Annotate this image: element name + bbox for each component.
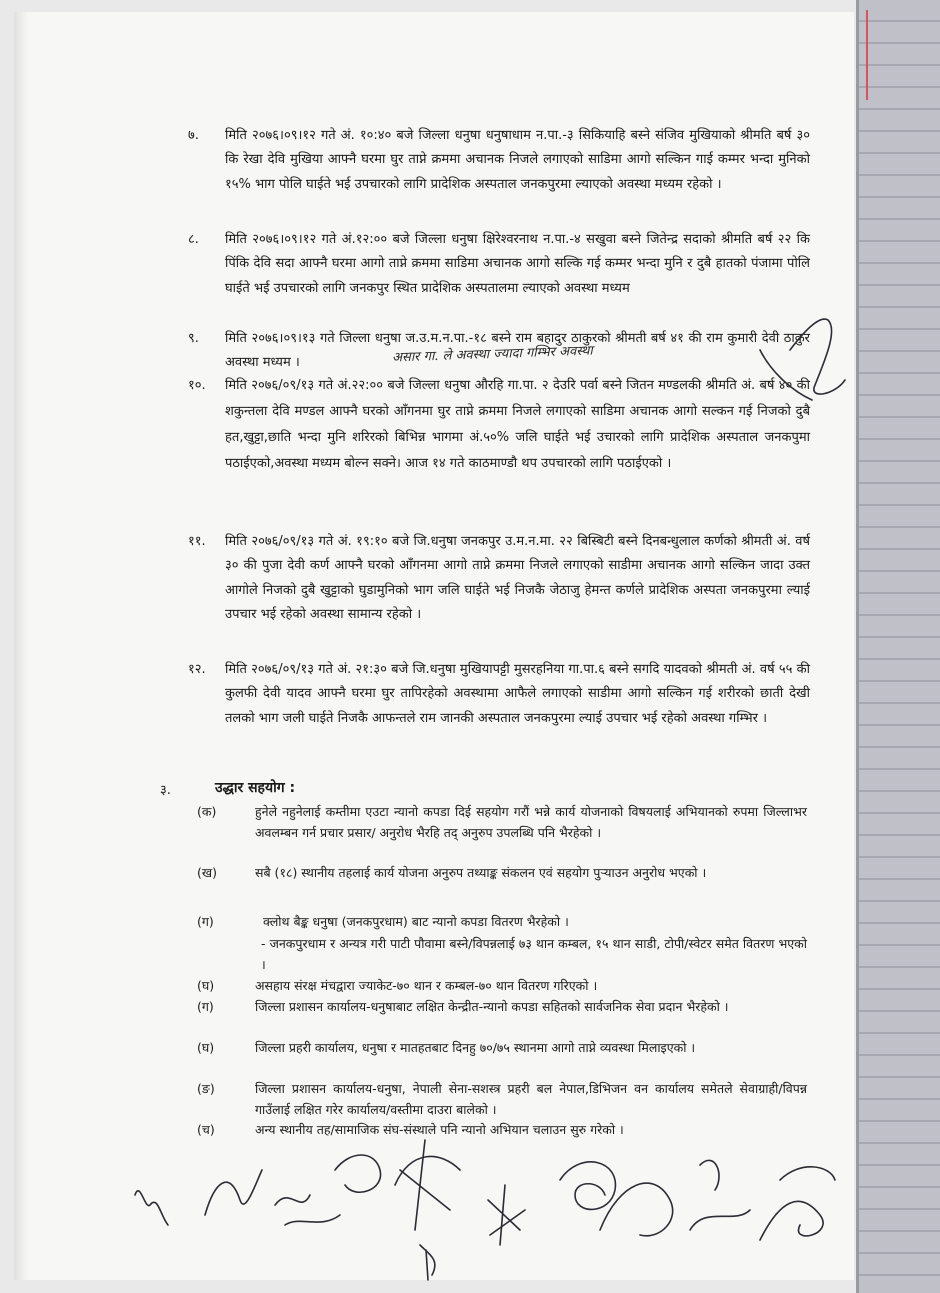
signature-stroke: [488, 1185, 525, 1245]
item-number: ९.: [188, 331, 199, 346]
relief-item-label: (घ): [197, 1040, 215, 1055]
relief-item-text: जिल्ला प्रहरी कार्यालय, धनुषा र मातहतबाट दिनहु ७०/७५ स्थानमा आगो ताप्ने व्यवस्था मिलाइएको ।: [255, 1040, 696, 1055]
item-text: मिति २०७६।०९।१२ गते अं.१२:०० बजे जिल्ला धनुषा क्षिरेश्वरनाथ न.पा.-४ सखुवा बस्ने जितेन्द्र सदाको श्रीमति बर्ष २२ कि पिंकि देवि सदा आफ्नै घरमा आगो ताप्ने क्रममा साडिमा अचानक आगो सल्कि गई कम्मर भन्दा मुनि र दुबै हातको पंजामा पोलि घाईते भई उपचारको लागि जनकपुर स्थित प्रादेशिक अस्पतालमा ल्याएको अवस्था मध्यम: [225, 232, 810, 296]
relief-item-label: (क): [197, 804, 217, 819]
item-text: मिति २०७६/०९/१३ गते अं. २१:३० बजे जि.धनुषा मुखियापट्टी मुसरहनिया गा.पा.६ बस्ने सगदि यादवको श्रीमती अं. वर्ष ५५ की कुलफी देवी यादव आफ्नै घरमा घुर तापिरहेको अवस्थामा आफैले लगाएको साडीमा आगो सल्किन गई शरीरको छाती देखी तलको भाग जली घाईते निजकै आफन्तले राम जानकी अस्पताल जनकपुरमा ल्याई उपचार भई रहेको अवस्था गम्भिर ।: [225, 662, 810, 726]
item-number: ११.: [188, 534, 206, 549]
handwritten-annotation: असार गा. ले अवस्था ज्यादा गम्भिर अवस्था: [391, 343, 594, 366]
item-text: मिति २०७६।०९।१२ गते अं. १०:४० बजे जिल्ला धनुषा धनुषाधाम न.पा.-३ सिकियाहि बस्ने संजिव मुखियाको श्रीमति बर्ष ३० कि रेखा देवि मुखिया आफ्नै घरमा घुर ताप्ने क्रममा अचानक निजले लगाएको साडिमा आगो सल्किन गाई कम्मर भन्दा मुनिको १५% भाग पोलि घाईते भई उपचारको लागि प्रादेशिक अस्पताल जनकपुरमा ल्याएको अवस्था मध्यम रहेको ।: [225, 128, 810, 192]
relief-item-label: (घ): [197, 978, 215, 993]
relief-item-label: (ङ): [197, 1081, 215, 1096]
section-number: ३.: [160, 783, 171, 798]
item-number: १०.: [188, 378, 206, 393]
signature-stroke: [790, 319, 845, 394]
signature-stroke: [690, 1160, 750, 1230]
relief-item-text: - जनकपुरधाम र अन्यत्र गरी पाटी पौवामा बस्ने/विपन्नलाई ७३ थान कम्बल, १५ थान साडी, टोपी/स्वेटर समेत वितरण भएको ।: [261, 936, 807, 972]
signature-stroke: [420, 1245, 435, 1280]
signature-stroke: [780, 1167, 835, 1180]
relief-item-label: (ग): [197, 914, 214, 929]
relief-item-text: क्लोथ बैङ्क धनुषा (जनकपुरधाम) बाट न्यानो कपडा वितरण भैरहेको ।: [263, 914, 569, 929]
signature-stroke: [335, 1155, 381, 1192]
relief-item-text: सबै (१८) स्थानीय तहलाई कार्य योजना अनुरुप तथ्याङ्क संकलन एवं सहयोग पुऱ्याउन अनुरोध भएको ।: [255, 865, 707, 880]
item-text: मिति २०७६/०९/१३ गते अं.२२:०० बजे जिल्ला धनुषा औरहि गा.पा. २ देउरि पर्वा बस्ने जितन मण्डलकी श्रीमति अं. बर्ष ४० की शकुन्तला देवि मण्डल आफ्नै घरको आँगनमा घुर ताप्ने क्रममा निजले लगाएको साडिमा अचानक आगो सल्कन गई निजको दुबै हत,खुट्टा,छाति भन्दा मुनि शरिरको बिभिन्न भागमा अं.५०% जलि घाईते भई उचारको लागि प्रादेशिक अस्पताल जनकपुमा पठाईएको,अवस्था मध्यम बोल्न सक्ने। आज १४ गते काठमाण्डौ थप उपचारको लागि पठाईएको ।: [225, 378, 810, 471]
item-number: १२.: [188, 662, 206, 677]
signature-stroke: [135, 1191, 168, 1225]
relief-item-label: (ग): [197, 999, 214, 1014]
relief-item-label: (ख): [197, 865, 217, 880]
item-text: मिति २०७६/०९/१३ गते अं. १९:१० बजे जि.धनुषा जनकपुर उ.म.न.मा. २२ बिस्बिटी बस्ने दिनबन्धुलाल कर्णको श्रीमती अं. वर्ष ३० की पुजा देवी कर्ण आफ्नै घरको आँगनमा आगो ताप्ने क्रममा निजले लगाएको साडीमा अचानक आगो सल्किन जादा उक्त आगोले निजको दुबै खुट्टाको घुडामुनिको भाग जलि घाईते भई निजकै जेठाजु हेमन्त कर्णले प्रादेशिक अस्पता जनकपुरमा ल्याई उपचार भई रहेको अवस्था सामान्य रहेको ।: [225, 534, 810, 623]
item-number: ८.: [188, 232, 199, 247]
signature-stroke: [560, 1162, 615, 1210]
item-text: मिति २०७६।०९।१३ गते जिल्ला धनुषा ज.उ.म.न.पा.-१८ बस्ने राम बहादुर ठाकुरको श्रीमती बर्ष ४१ की राम कुमारी देवी ठाकुर अवस्था मध्यम ।: [225, 331, 810, 371]
relief-item-text: जिल्ला प्रशासन कार्यालय-धनुषाबाट लक्षित केन्द्रीत-न्यानो कपडा सहितको सार्वजनिक सेवा प्रदान भैरहेको ।: [255, 999, 729, 1014]
signature-stroke: [600, 1183, 673, 1236]
relief-item-text: अन्य स्थानीय तह/सामाजिक संघ-संस्थाले पनि न्यानो अभियान चलाउन सुरु गरेको ।: [255, 1122, 624, 1137]
relief-item-label: (च): [197, 1122, 215, 1137]
signature-stroke: [395, 1140, 460, 1230]
relief-item-text: असहाय संरक्ष मंचद्वारा ज्याकेट-७० थान र कम्बल-७० थान वितरण गरिएको ।: [255, 978, 598, 993]
signature-stroke: [760, 1201, 823, 1240]
relief-item-text: जिल्ला प्रशासन कार्यालय-धनुषा, नेपाली सेना-सशस्त्र प्रहरी बल नेपाल,डिभिजन वन कार्यालय समेतले सेवाग्राही/विपन्न गाउँलाई लक्षित गरेर कार्यालय/वस्तीमा दाउरा बालेको ।: [255, 1081, 807, 1117]
signature-stroke: [275, 1195, 340, 1225]
item-number: ७.: [188, 128, 199, 143]
section-title: उद्धार सहयोग :: [215, 780, 296, 796]
signature-stroke: [760, 350, 812, 400]
signature-stroke: [205, 1170, 262, 1215]
relief-item-text: हुनेले नहुनेलाई कम्तीमा एउटा न्यानो कपडा दिई सहयोग गरौं भन्ने कार्य योजनाको विषयलाई अभियानको रुपमा जिल्लाभर अवलम्बन गर्न प्रचार प्रसार/ अनुरोध भैरहि तद् अनुरुप उपलब्धि पनि भैरहेको ।: [255, 804, 807, 840]
